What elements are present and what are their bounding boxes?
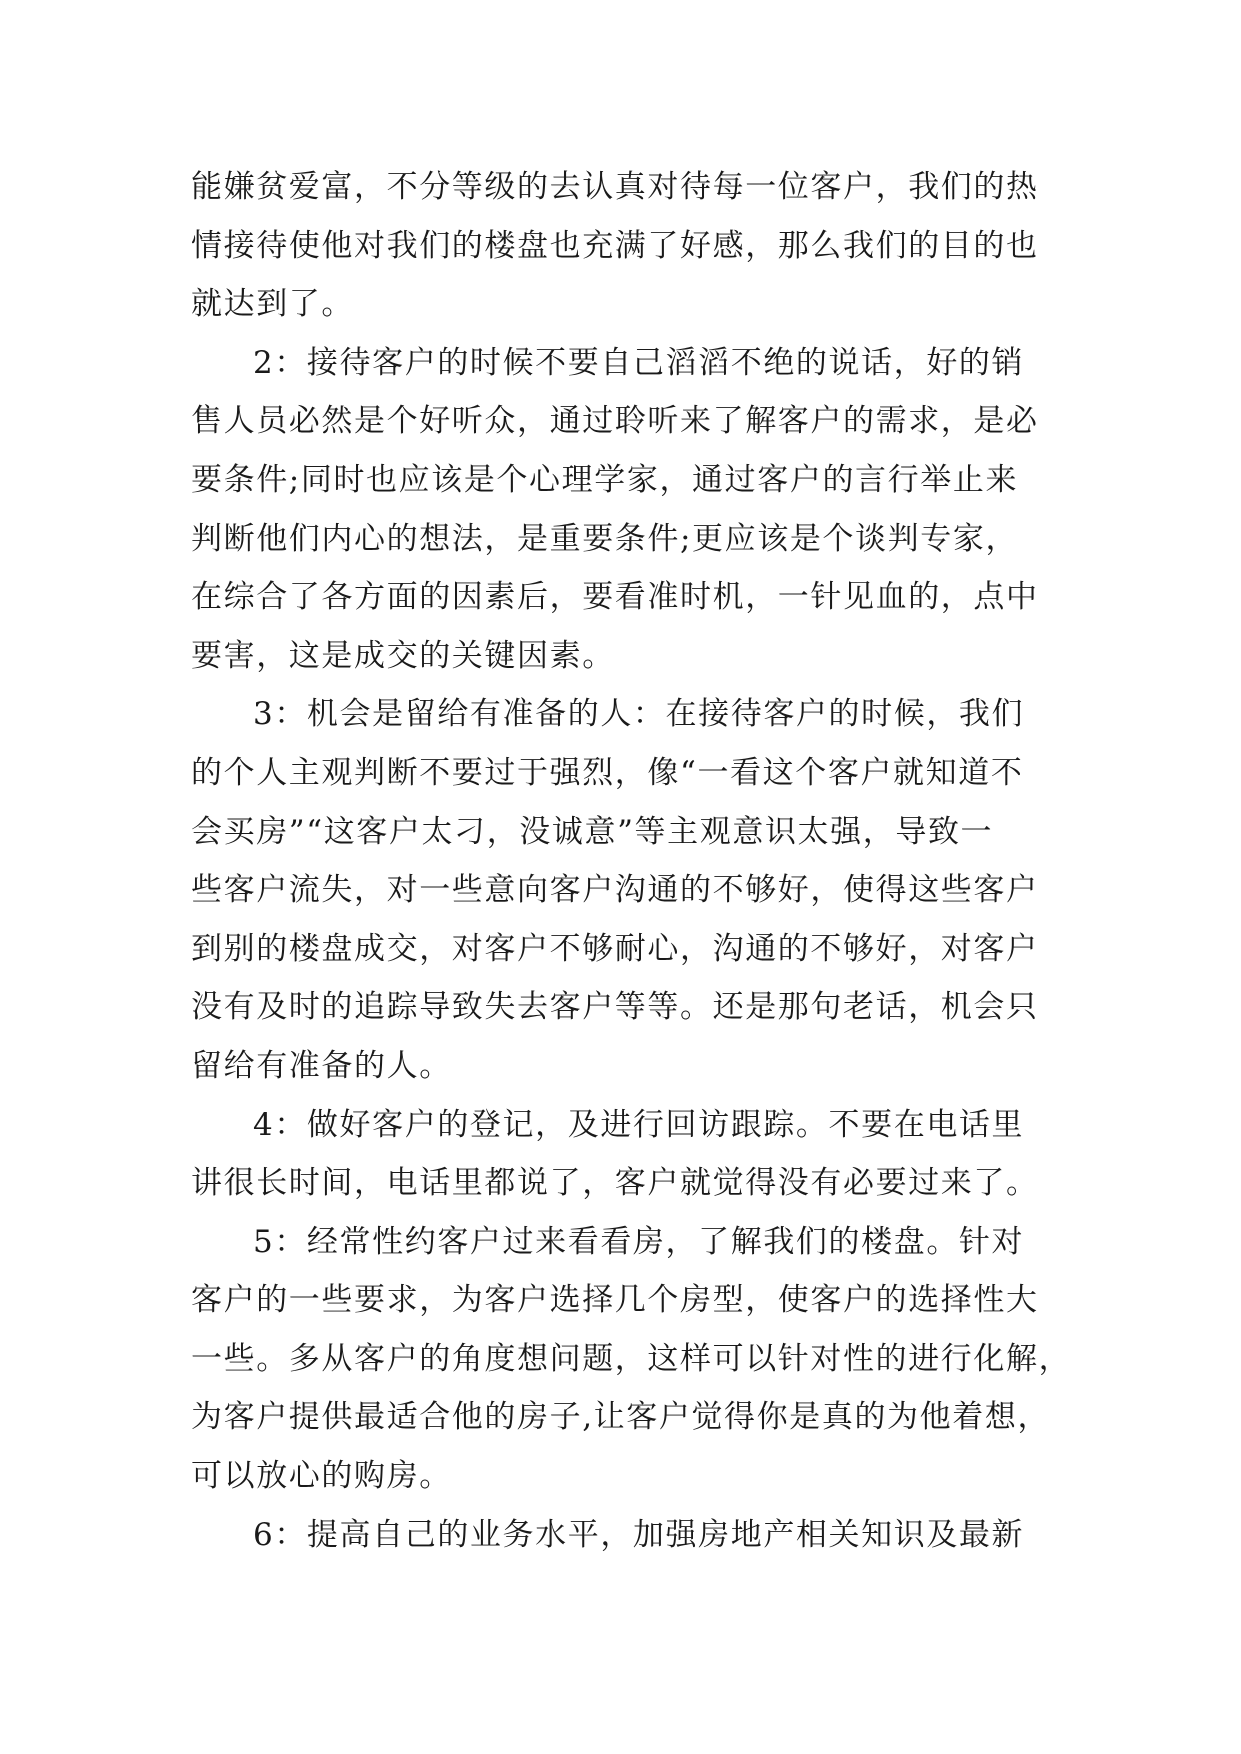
text-line: 到别的楼盘成交，对客户不够耐心，沟通的不够好，对客户 bbox=[191, 930, 1039, 967]
text-line: 判断他们内心的想法，是重要条件;更应该是个谈判专家， bbox=[191, 520, 1019, 557]
text-line: 为客户提供最适合他的房子,让客户觉得你是真的为他着想， bbox=[191, 1399, 1051, 1436]
text-line: 些客户流失，对一些意向客户沟通的不够好，使得这些客户 bbox=[191, 872, 1039, 909]
text-line: 能嫌贫爱富，不分等级的去认真对待每一位客户，我们的热 bbox=[191, 169, 1039, 205]
paragraph-5-start: 5：经常性约客户过来看看房，了解我们的楼盘。针对 bbox=[253, 1223, 1025, 1260]
text-line: 的个人主观判断不要过于强烈，像“一看这个客户就知道不 bbox=[191, 754, 1024, 791]
text-line: 售人员必然是个好听众，通过聆听来了解客户的需求，是必 bbox=[191, 403, 1039, 440]
text-line: 留给有准备的人。 bbox=[191, 1047, 452, 1084]
text-line: 就达到了。 bbox=[191, 286, 354, 323]
text-line: 情接待使他对我们的楼盘也充满了好感，那么我们的目的也 bbox=[191, 227, 1039, 264]
paragraph-6-start: 6：提高自己的业务水平，加强房地产相关知识及最新 bbox=[253, 1516, 1025, 1553]
text-line: 在综合了各方面的因素后，要看准时机，一针见血的，点中 bbox=[191, 579, 1039, 616]
paragraph-3-start: 3：机会是留给有准备的人：在接待客户的时候，我们 bbox=[253, 696, 1025, 733]
body-text bbox=[191, 158, 1072, 1564]
text-line: 讲很长时间，电话里都说了，客户就觉得没有必要过来了。 bbox=[191, 1165, 1039, 1202]
text-line: 客户的一些要求，为客户选择几个房型，使客户的选择性大 bbox=[191, 1282, 1039, 1319]
text-line: 没有及时的追踪导致失去客户等等。还是那句老话，机会只 bbox=[191, 989, 1039, 1026]
text-line: 可以放心的购房。 bbox=[191, 1458, 452, 1495]
text-line: 会买房”“这客户太刁，没诚意”等主观意识太强，导致一 bbox=[191, 813, 994, 850]
text-line: 要条件;同时也应该是个心理学家，通过客户的言行举止来 bbox=[191, 461, 1019, 498]
text-line: 一些。多从客户的角度想问题，这样可以针对性的进行化解， bbox=[191, 1340, 1072, 1377]
paragraph-4-start: 4：做好客户的登记，及进行回访跟踪。不要在电话里 bbox=[253, 1106, 1025, 1143]
paragraph-2-start: 2：接待客户的时候不要自己滔滔不绝的说话，好的销 bbox=[253, 344, 1025, 381]
text-line: 要害，这是成交的关键因素。 bbox=[191, 637, 615, 674]
